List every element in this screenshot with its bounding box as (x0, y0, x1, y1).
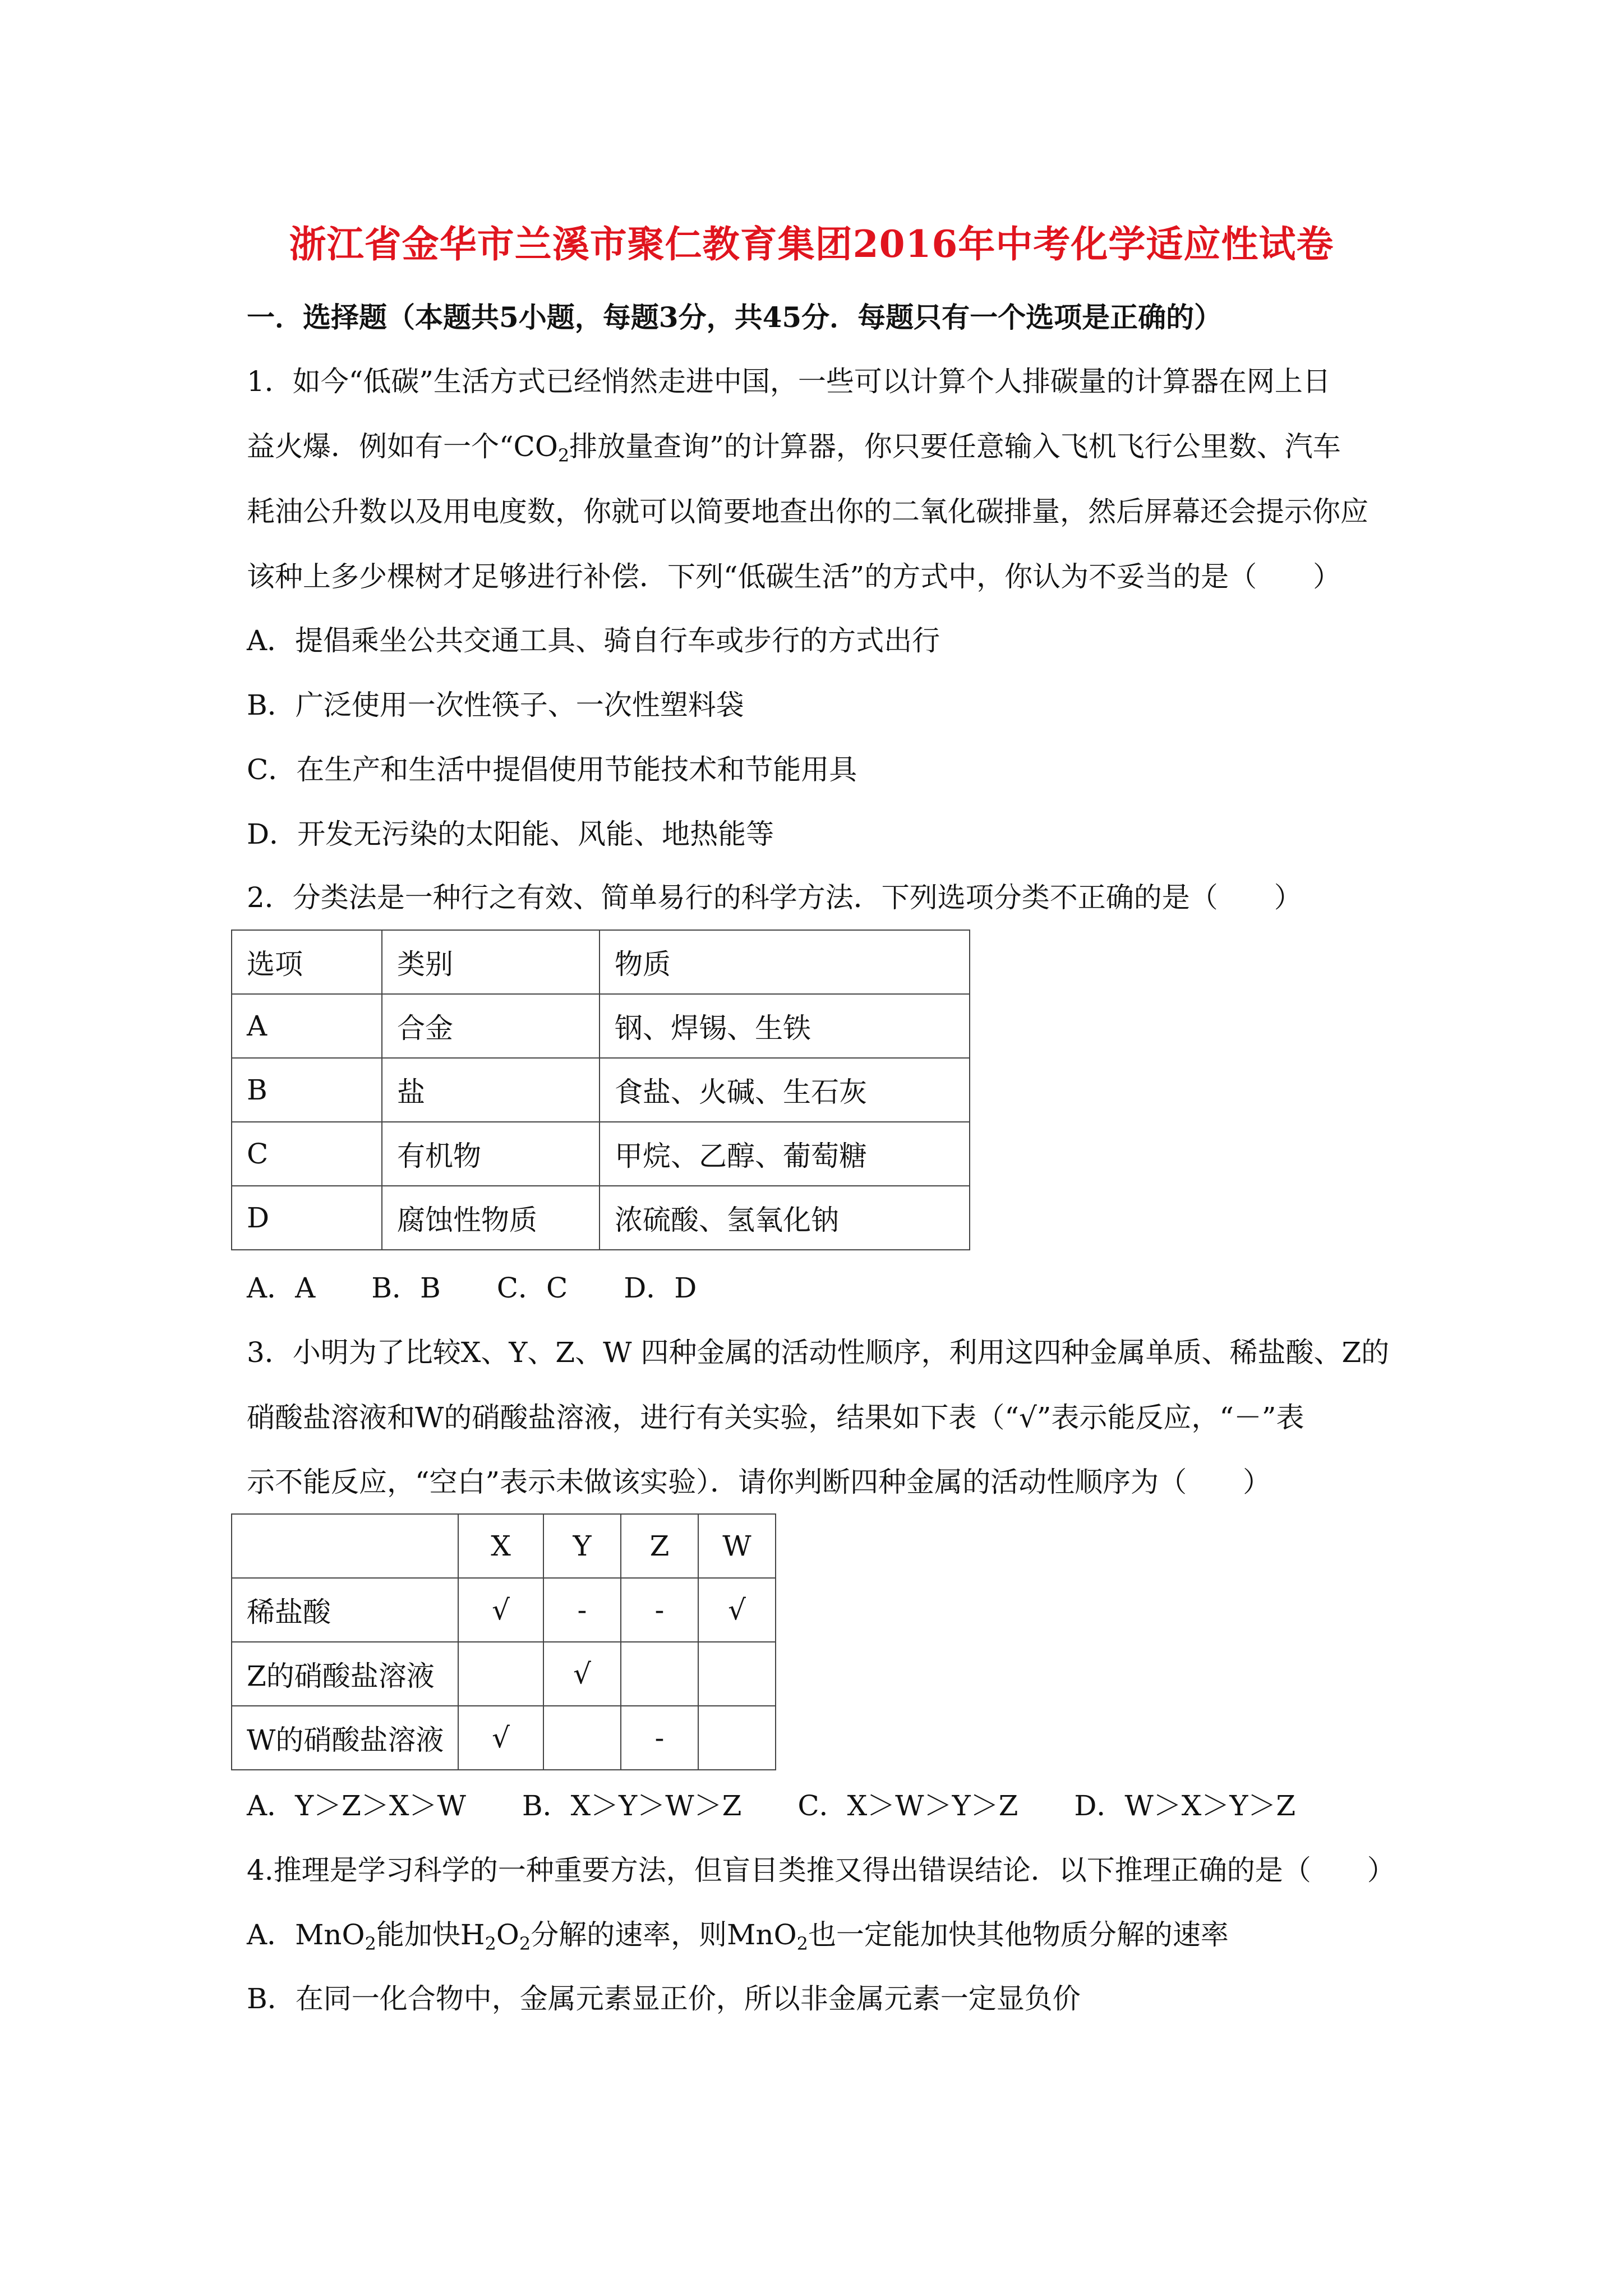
q3-line-1: 3．小明为了比较X、Y、Z、W 四种金属的活动性顺序，利用这四种金属单质、稀盐酸、Z的 (247, 1336, 1390, 1369)
table-cell: 甲烷、乙醇、葡萄糖 (600, 1122, 970, 1186)
table-header-row (232, 930, 970, 994)
q3-line-3: 示不能反应，“空白”表示未做该实验）．请你判断四种金属的活动性顺序为（ ） (247, 1466, 1271, 1498)
table-cell: - (543, 1578, 621, 1642)
q4-stem: 4.推理是学习科学的一种重要方法，但盲目类推又得出错误结论．以下推理正确的是（ ） (247, 1854, 1395, 1887)
section-heading: 一．选择题（本题共5小题，每题3分，共45分．每题只有一个选项是正确的） (247, 301, 1223, 334)
q2-options: A．A B．B C．C D．D (247, 1272, 697, 1304)
table-cell: 选项 (232, 930, 382, 994)
q1-option-a: A．提倡乘坐公共交通工具、骑自行车或步行的方式出行 (247, 624, 940, 657)
table-cell: C (232, 1122, 382, 1186)
table-cell (232, 1514, 458, 1578)
table-cell: Z的硝酸盐溶液 (232, 1642, 458, 1706)
table-row (232, 1706, 776, 1770)
table-cell: 浓硫酸、氢氧化钠 (600, 1186, 970, 1250)
q4-option-b: B．在同一化合物中，金属元素显正价，所以非金属元素一定显负价 (247, 1982, 1081, 2015)
q1-option-b: B．广泛使用一次性筷子、一次性塑料袋 (247, 689, 744, 721)
table-cell: Y (543, 1514, 621, 1578)
table-cell: 类别 (382, 930, 600, 994)
exam-title: 浙江省金华市兰溪市聚仁教育集团2016年中考化学适应性试卷 (289, 222, 1334, 266)
table-cell: W的硝酸盐溶液 (232, 1706, 458, 1770)
table-row (232, 1578, 776, 1642)
table-cell: - (621, 1706, 698, 1770)
table-row (232, 1058, 970, 1122)
table-cell: 合金 (382, 994, 600, 1058)
q1-line-4: 该种上多少棵树才足够进行补偿．下列“低碳生活”的方式中，你认为不妥当的是（ ） (247, 560, 1341, 593)
q2-stem: 2．分类法是一种行之有效、简单易行的科学方法．下列选项分类不正确的是（ ） (247, 881, 1302, 914)
q1-option-c: C．在生产和生活中提倡使用节能技术和节能用具 (247, 753, 857, 786)
q1-line-2: 益火爆．例如有一个“$CO_2$排放量查询”的计算器，你只要任意输入飞机飞行公里数、汽车 (247, 430, 1341, 466)
table-cell (698, 1706, 776, 1770)
table-cell: √ (458, 1706, 543, 1770)
q1-line-1: 1．如今“低碳”生活方式已经悄然走进中国，一些可以计算个人排碳量的计算器在网上日 (247, 365, 1331, 398)
table-row (232, 1186, 970, 1250)
table-row (232, 1642, 776, 1706)
q4-option-a: A．MnO$_2$能加快$H_2O_2$分解的速率，则MnO$_2$也一定能加快其他物质分解的速率 (247, 1918, 1229, 1954)
table-cell: 物质 (600, 930, 970, 994)
table-cell: X (458, 1514, 543, 1578)
q3-reaction-table (231, 1513, 776, 1770)
table-header-row (232, 1514, 776, 1578)
table-cell: B (232, 1058, 382, 1122)
q3-options: A．Y＞Z＞X＞W B．X＞Y＞W＞Z C．X＞W＞Y＞Z D．W＞X＞Y＞Z (247, 1789, 1296, 1822)
table-cell: 钢、焊锡、生铁 (600, 994, 970, 1058)
table-row (232, 994, 970, 1058)
table-cell: √ (698, 1578, 776, 1642)
table-cell: A (232, 994, 382, 1058)
table-cell (698, 1642, 776, 1706)
q1-option-d: D．开发无污染的太阳能、风能、地热能等 (247, 818, 774, 850)
table-cell: D (232, 1186, 382, 1250)
table-cell: 有机物 (382, 1122, 600, 1186)
q1-line-3: 耗油公升数以及用电度数，你就可以简要地查出你的二氧化碳排量，然后屏幕还会提示你应 (247, 495, 1368, 528)
q3-line-2: 硝酸盐溶液和W的硝酸盐溶液，进行有关实验，结果如下表（“√”表示能反应，“－”表 (247, 1401, 1304, 1434)
table-cell: - (621, 1578, 698, 1642)
table-row (232, 1122, 970, 1186)
table-cell: 腐蚀性物质 (382, 1186, 600, 1250)
table-cell: W (698, 1514, 776, 1578)
q2-classification-table (231, 930, 970, 1250)
table-cell (621, 1642, 698, 1706)
table-cell: 食盐、火碱、生石灰 (600, 1058, 970, 1122)
table-cell: 盐 (382, 1058, 600, 1122)
table-cell (458, 1642, 543, 1706)
table-cell: Z (621, 1514, 698, 1578)
table-cell: 稀盐酸 (232, 1578, 458, 1642)
table-cell: √ (543, 1642, 621, 1706)
table-cell: √ (458, 1578, 543, 1642)
table-cell (543, 1706, 621, 1770)
